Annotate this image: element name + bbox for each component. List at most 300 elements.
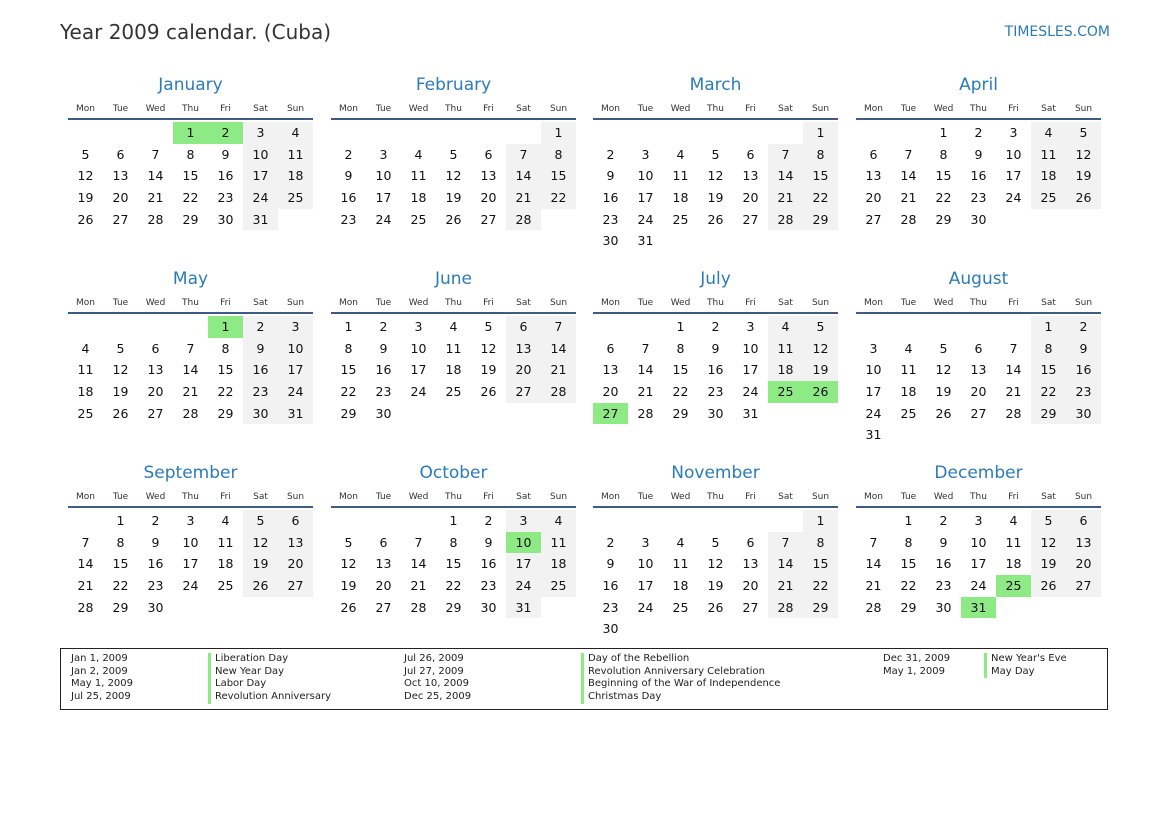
- day-cell: 31: [961, 597, 996, 619]
- day-cell: 20: [278, 553, 313, 575]
- day-cell: 21: [182, 384, 199, 400]
- weekday-header: Thu: [970, 492, 987, 502]
- day-cell: 8: [344, 340, 353, 356]
- day-cell: 1: [1031, 316, 1066, 338]
- week-row: [331, 144, 576, 166]
- day-cell: 8: [904, 534, 913, 550]
- day-cell: 24: [243, 187, 278, 209]
- day-cell: 28: [541, 381, 576, 403]
- day-empty: [541, 403, 576, 425]
- week-row: [593, 510, 838, 532]
- day-cell: 18: [1005, 556, 1022, 572]
- week-row: [68, 381, 313, 403]
- day-cell: 8: [803, 532, 838, 554]
- week-row: [331, 359, 576, 381]
- week-row: [593, 187, 838, 209]
- day-cell: 28: [900, 211, 917, 227]
- weekday-header: Wed: [670, 492, 691, 502]
- day-cell: 6: [484, 146, 493, 162]
- day-cell: 6: [506, 316, 541, 338]
- day-cell: 21: [768, 575, 803, 597]
- day-cell: 17: [1005, 168, 1022, 184]
- month-may: [68, 268, 313, 424]
- day-cell: 25: [77, 405, 94, 421]
- day-cell: 7: [414, 534, 423, 550]
- day-cell: 25: [672, 599, 689, 615]
- day-cell: 20: [1066, 553, 1101, 575]
- day-empty: [803, 403, 838, 425]
- weekday-header: Fri: [745, 298, 756, 308]
- week-row: [856, 316, 1101, 338]
- weekday-header: Sat: [778, 298, 793, 308]
- month-august: [856, 268, 1101, 446]
- day-cell: 27: [865, 211, 882, 227]
- day-cell: 7: [904, 146, 913, 162]
- day-cell: 30: [375, 405, 392, 421]
- day-cell: 19: [1031, 553, 1066, 575]
- weekday-header: Tue: [112, 104, 129, 114]
- weekday-header: Fri: [220, 298, 231, 308]
- week-row: [68, 403, 313, 425]
- day-cell: 12: [707, 556, 724, 572]
- header-rule: [68, 506, 313, 508]
- day-cell: 16: [707, 362, 724, 378]
- week-row: [331, 165, 576, 187]
- week-row: [331, 403, 576, 425]
- week-row: [593, 381, 838, 403]
- holiday-name-column: [208, 653, 331, 704]
- weekday-header-row: [331, 100, 576, 118]
- day-cell: 3: [746, 319, 755, 334]
- day-cell: 16: [602, 190, 619, 206]
- day-empty: [733, 122, 768, 144]
- day-cell: 9: [344, 168, 353, 184]
- day-cell: 30: [243, 403, 278, 425]
- day-cell: 10: [1005, 146, 1022, 162]
- weekday-header: Thu: [445, 104, 462, 114]
- day-cell: 24: [182, 578, 199, 594]
- day-cell: 7: [869, 534, 878, 550]
- day-cell: 2: [208, 122, 243, 144]
- day-cell: 23: [243, 381, 278, 403]
- day-empty: [1031, 209, 1066, 231]
- week-row: [593, 403, 838, 425]
- holiday-date: Jul 27, 2009: [404, 665, 464, 677]
- day-cell: 21: [900, 190, 917, 206]
- weekday-header: Fri: [745, 492, 756, 502]
- day-cell: 25: [445, 384, 462, 400]
- day-cell: 11: [410, 168, 427, 184]
- day-cell: 21: [147, 190, 164, 206]
- day-cell: 19: [707, 578, 724, 594]
- day-cell: 2: [711, 319, 720, 334]
- day-empty: [768, 510, 803, 532]
- day-cell: 30: [480, 599, 497, 615]
- week-row: [856, 532, 1101, 554]
- day-empty: [401, 403, 436, 425]
- day-cell: 5: [711, 146, 720, 162]
- week-row: [68, 165, 313, 187]
- day-cell: 3: [278, 316, 313, 338]
- day-cell: 20: [865, 190, 882, 206]
- day-cell: 10: [506, 532, 541, 554]
- week-row: [593, 575, 838, 597]
- day-cell: 7: [81, 534, 90, 550]
- day-cell: 30: [147, 599, 164, 615]
- day-cell: 7: [506, 144, 541, 166]
- day-empty: [103, 122, 138, 144]
- day-cell: 13: [278, 532, 313, 554]
- weekday-header: Sat: [253, 298, 268, 308]
- day-cell: 18: [1031, 165, 1066, 187]
- day-cell: 23: [147, 578, 164, 594]
- holiday-name: Christmas Day: [581, 691, 780, 704]
- day-empty: [891, 122, 926, 144]
- week-row: [856, 575, 1101, 597]
- day-cell: 8: [676, 340, 685, 356]
- week-row: [856, 338, 1101, 360]
- day-empty: [961, 316, 996, 338]
- month-march: [593, 74, 838, 252]
- day-cell: 16: [217, 168, 234, 184]
- day-empty: [68, 316, 103, 338]
- day-cell: 22: [340, 384, 357, 400]
- weekday-header-row: [68, 294, 313, 312]
- day-cell: 12: [445, 168, 462, 184]
- month-days: [593, 316, 838, 424]
- weekday-header: Tue: [900, 104, 917, 114]
- weekday-header: Sat: [253, 104, 268, 114]
- holiday-date: Jan 2, 2009: [71, 665, 128, 677]
- day-cell: 23: [480, 578, 497, 594]
- day-cell: 10: [243, 144, 278, 166]
- day-cell: 27: [112, 211, 129, 227]
- day-empty: [856, 316, 891, 338]
- day-empty: [1066, 424, 1101, 446]
- day-cell: 4: [1031, 122, 1066, 144]
- day-cell: 12: [77, 168, 94, 184]
- month-april: [856, 74, 1101, 230]
- week-row: [856, 597, 1101, 619]
- day-cell: 13: [1066, 532, 1101, 554]
- day-cell: 6: [746, 146, 755, 162]
- week-row: [593, 165, 838, 187]
- month-days: [856, 316, 1101, 446]
- day-cell: 23: [340, 211, 357, 227]
- day-empty: [891, 424, 926, 446]
- day-cell: 13: [112, 168, 129, 184]
- day-cell: 26: [243, 575, 278, 597]
- day-cell: 6: [379, 534, 388, 550]
- day-cell: 4: [676, 534, 685, 550]
- day-cell: 4: [904, 340, 913, 356]
- weekday-header: Thu: [970, 104, 987, 114]
- day-cell: 29: [803, 597, 838, 619]
- day-cell: 16: [935, 556, 952, 572]
- day-cell: 4: [541, 510, 576, 532]
- day-cell: 3: [641, 534, 650, 550]
- weekday-header-row: [856, 294, 1101, 312]
- day-cell: 1: [676, 319, 685, 334]
- week-row: [593, 209, 838, 231]
- day-cell: 11: [1031, 144, 1066, 166]
- day-cell: 10: [182, 534, 199, 550]
- day-cell: 4: [221, 513, 230, 528]
- day-cell: 23: [217, 190, 234, 206]
- day-cell: 12: [243, 532, 278, 554]
- weekday-header: Wed: [670, 104, 691, 114]
- day-cell: 3: [186, 513, 195, 528]
- day-cell: 20: [112, 190, 129, 206]
- day-cell: 28: [637, 405, 654, 421]
- day-cell: 27: [375, 599, 392, 615]
- day-cell: 30: [217, 211, 234, 227]
- day-cell: 30: [602, 233, 619, 249]
- day-empty: [628, 510, 663, 532]
- day-cell: 16: [147, 556, 164, 572]
- weekday-header: Thu: [707, 104, 724, 114]
- day-cell: 29: [112, 599, 129, 615]
- week-row: [593, 553, 838, 575]
- weekday-header-row: [593, 100, 838, 118]
- week-row: [68, 144, 313, 166]
- day-cell: 24: [865, 405, 882, 421]
- day-cell: 28: [147, 211, 164, 227]
- day-cell: 16: [340, 190, 357, 206]
- weekday-header: Fri: [483, 298, 494, 308]
- day-empty: [733, 230, 768, 252]
- day-cell: 22: [445, 578, 462, 594]
- weekday-header: Mon: [76, 492, 95, 502]
- day-cell: 13: [602, 362, 619, 378]
- day-cell: 23: [602, 211, 619, 227]
- week-row: [68, 122, 313, 144]
- weekday-header: Tue: [375, 492, 392, 502]
- day-cell: 24: [506, 575, 541, 597]
- day-empty: [663, 618, 698, 640]
- holiday-name-column: [984, 653, 1067, 678]
- day-cell: 11: [768, 338, 803, 360]
- day-cell: 17: [970, 556, 987, 572]
- week-row: [68, 338, 313, 360]
- day-cell: 25: [541, 575, 576, 597]
- day-cell: 5: [939, 340, 948, 356]
- day-cell: 10: [637, 556, 654, 572]
- day-cell: 26: [1066, 187, 1101, 209]
- day-cell: 8: [221, 340, 230, 356]
- day-empty: [996, 597, 1031, 619]
- day-cell: 1: [541, 122, 576, 144]
- day-cell: 26: [445, 211, 462, 227]
- day-cell: 24: [278, 381, 313, 403]
- day-cell: 29: [935, 211, 952, 227]
- day-cell: 20: [147, 384, 164, 400]
- month-name: November: [671, 463, 760, 483]
- day-empty: [926, 316, 961, 338]
- weekday-header: Sun: [286, 492, 305, 502]
- weekday-header: Sun: [811, 104, 830, 114]
- day-cell: 2: [1066, 316, 1101, 338]
- day-cell: 4: [414, 146, 423, 162]
- holiday-name: Revolution Anniversary Celebration: [581, 666, 780, 679]
- week-row: [331, 381, 576, 403]
- month-name: December: [934, 463, 1023, 483]
- day-cell: 27: [506, 381, 541, 403]
- day-cell: 11: [217, 534, 234, 550]
- week-row: [856, 510, 1101, 532]
- day-cell: 31: [637, 233, 654, 249]
- weekday-header: Thu: [182, 104, 199, 114]
- week-row: [68, 553, 313, 575]
- day-cell: 19: [445, 190, 462, 206]
- day-cell: 8: [449, 534, 458, 550]
- day-empty: [698, 618, 733, 640]
- header-rule: [68, 118, 313, 120]
- weekday-header: Wed: [933, 104, 954, 114]
- day-cell: 9: [939, 534, 948, 550]
- month-days: [856, 510, 1101, 618]
- day-cell: 2: [344, 146, 353, 162]
- day-empty: [996, 316, 1031, 338]
- day-cell: 22: [900, 578, 917, 594]
- day-cell: 11: [541, 532, 576, 554]
- weekday-header: Mon: [864, 298, 883, 308]
- day-empty: [996, 424, 1031, 446]
- day-cell: 6: [606, 340, 615, 356]
- day-cell: 5: [803, 316, 838, 338]
- header-rule: [593, 506, 838, 508]
- day-empty: [208, 597, 243, 619]
- day-empty: [803, 618, 838, 640]
- week-row: [856, 209, 1101, 231]
- day-cell: 17: [637, 190, 654, 206]
- month-days: [331, 122, 576, 230]
- day-cell: 3: [243, 122, 278, 144]
- day-cell: 12: [340, 556, 357, 572]
- month-name: September: [143, 463, 238, 483]
- week-row: [856, 403, 1101, 425]
- day-cell: 18: [217, 556, 234, 572]
- day-cell: 3: [1009, 125, 1018, 140]
- weekday-header: Wed: [408, 492, 429, 502]
- day-cell: 2: [974, 125, 983, 140]
- day-cell: 4: [768, 316, 803, 338]
- day-cell: 28: [506, 209, 541, 231]
- day-cell: 25: [996, 575, 1031, 597]
- day-cell: 14: [77, 556, 94, 572]
- day-cell: 18: [900, 384, 917, 400]
- day-cell: 21: [77, 578, 94, 594]
- day-empty: [366, 122, 401, 144]
- header-rule: [593, 118, 838, 120]
- day-cell: 21: [410, 578, 427, 594]
- week-row: [593, 618, 838, 640]
- day-cell: 2: [606, 146, 615, 162]
- day-cell: 2: [379, 319, 388, 334]
- day-empty: [138, 316, 173, 338]
- day-cell: 2: [939, 513, 948, 528]
- weekday-header: Mon: [339, 492, 358, 502]
- day-cell: 14: [410, 556, 427, 572]
- month-november: [593, 462, 838, 640]
- day-cell: 6: [116, 146, 125, 162]
- day-cell: 28: [1005, 405, 1022, 421]
- day-cell: 2: [484, 513, 493, 528]
- holiday-date: Jan 1, 2009: [71, 653, 128, 664]
- weekday-header: Wed: [145, 492, 166, 502]
- weekday-header: Tue: [375, 298, 392, 308]
- day-cell: 17: [182, 556, 199, 572]
- day-cell: 22: [541, 187, 576, 209]
- week-row: [68, 510, 313, 532]
- holiday-date: May 1, 2009: [883, 665, 946, 677]
- day-cell: 17: [243, 165, 278, 187]
- day-cell: 30: [970, 211, 987, 227]
- weekday-header: Tue: [112, 298, 129, 308]
- day-cell: 4: [278, 122, 313, 144]
- day-cell: 25: [278, 187, 313, 209]
- day-cell: 30: [602, 621, 619, 637]
- day-empty: [628, 316, 663, 338]
- day-empty: [698, 122, 733, 144]
- day-empty: [401, 510, 436, 532]
- day-cell: 26: [340, 599, 357, 615]
- weekday-header: Fri: [483, 492, 494, 502]
- weekday-header: Sat: [253, 492, 268, 502]
- day-cell: 14: [506, 165, 541, 187]
- day-cell: 17: [410, 362, 427, 378]
- day-cell: 27: [742, 211, 759, 227]
- weekday-header: Fri: [1008, 492, 1019, 502]
- week-row: [331, 575, 576, 597]
- week-row: [331, 553, 576, 575]
- day-cell: 10: [375, 168, 392, 184]
- day-cell: 17: [637, 578, 654, 594]
- day-cell: 18: [77, 384, 94, 400]
- day-cell: 13: [480, 168, 497, 184]
- holiday-date-column: [71, 653, 133, 704]
- site-link[interactable]: TIMESLES.COM: [1004, 24, 1110, 40]
- day-cell: 30: [707, 405, 724, 421]
- weekday-header: Sat: [1041, 492, 1056, 502]
- day-cell: 8: [116, 534, 125, 550]
- day-cell: 9: [221, 146, 230, 162]
- month-days: [593, 510, 838, 640]
- day-cell: 12: [480, 340, 497, 356]
- day-cell: 27: [742, 599, 759, 615]
- day-empty: [768, 403, 803, 425]
- day-empty: [331, 122, 366, 144]
- day-cell: 29: [217, 405, 234, 421]
- holiday-legend: [60, 648, 1108, 710]
- week-row: [593, 230, 838, 252]
- day-cell: 29: [1031, 403, 1066, 425]
- day-cell: 26: [77, 211, 94, 227]
- day-cell: 11: [672, 168, 689, 184]
- day-empty: [593, 510, 628, 532]
- day-cell: 27: [480, 211, 497, 227]
- day-cell: 5: [484, 319, 493, 334]
- day-cell: 15: [445, 556, 462, 572]
- day-cell: 26: [803, 381, 838, 403]
- day-cell: 24: [1005, 190, 1022, 206]
- week-row: [68, 532, 313, 554]
- day-cell: 4: [81, 340, 90, 356]
- day-cell: 30: [1066, 403, 1101, 425]
- month-days: [331, 510, 576, 618]
- holiday-name: Labor Day: [208, 678, 331, 691]
- day-empty: [541, 597, 576, 619]
